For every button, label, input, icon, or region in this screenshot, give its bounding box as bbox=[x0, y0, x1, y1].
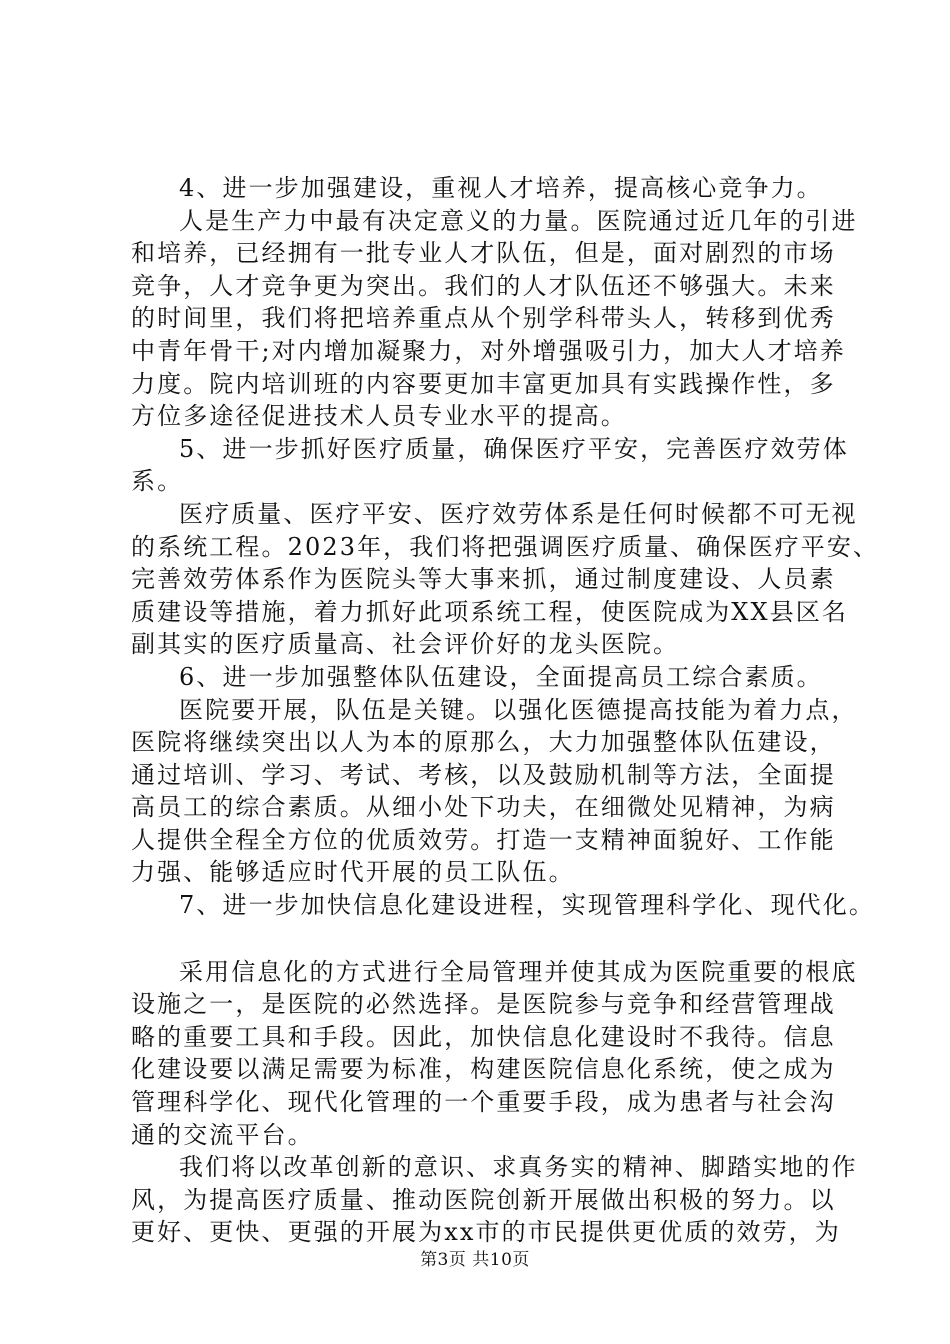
paragraph-line: 略的重要工具和手段。因此，加快信息化建设时不我待。信息 bbox=[131, 1022, 836, 1051]
paragraph-line: 通的交流平台。 bbox=[131, 1120, 314, 1149]
paragraph-line: 通过培训、学习、考试、考核，以及鼓励机制等方法，全面提 bbox=[131, 760, 836, 789]
paragraph-line: 的系统工程。2023年，我们将把强调医疗质量、确保医疗平安、 bbox=[131, 532, 880, 561]
paragraph-line: 的时间里，我们将把培养重点从个别学科带头人，转移到优秀 bbox=[131, 304, 836, 333]
paragraph-line: 方位多途径促进技术人员专业水平的提高。 bbox=[131, 402, 627, 431]
item-heading-5-cont: 系。 bbox=[131, 467, 184, 496]
paragraph-line: 高员工的综合素质。从细小处下功夫，在细微处见精神，为病 bbox=[131, 793, 836, 822]
paragraph-line: 力强、能够适应时代开展的员工队伍。 bbox=[131, 858, 575, 887]
paragraph-line: 质建设等措施，着力抓好此项系统工程，使医院成为XX县区名 bbox=[131, 597, 848, 626]
paragraph-line: 人是生产力中最有决定意义的力量。医院通过近几年的引进 bbox=[179, 206, 858, 235]
item-heading-4: 4、进一步加强建设，重视人才培养，提高核心竞争力。 bbox=[179, 174, 823, 202]
paragraph-line: 管理科学化、现代化管理的一个重要手段，成为患者与社会沟 bbox=[131, 1088, 836, 1117]
paragraph-line: 力度。院内培训班的内容要更加丰富更加具有实践操作性，多 bbox=[131, 369, 836, 398]
paragraph-line: 完善效劳体系作为医院头等大事来抓，通过制度建设、人员素 bbox=[131, 565, 836, 594]
paragraph-line: 副其实的医疗质量高、社会评价好的龙头医院。 bbox=[131, 630, 680, 659]
page-footer: 第3页 共10页 bbox=[420, 1250, 530, 1270]
paragraph-line: 化建设要以满足需要为标准，构建医院信息化系统，使之成为 bbox=[131, 1055, 836, 1084]
paragraph-line: 人提供全程全方位的优质效劳。打造一支精神面貌好、工作能 bbox=[131, 825, 836, 854]
paragraph-line: 设施之一，是医院的必然选择。是医院参与竞争和经营管理战 bbox=[131, 990, 836, 1019]
paragraph-line: 采用信息化的方式进行全局管理并使其成为医院重要的根底 bbox=[179, 957, 858, 986]
paragraph-line: 我们将以改革创新的意识、求真务实的精神、脚踏实地的作 bbox=[179, 1153, 858, 1182]
paragraph-line: 医疗质量、医疗平安、医疗效劳体系是任何时候都不可无视 bbox=[179, 499, 858, 528]
paragraph-line: 更好、更快、更强的开展为xx市的市民提供更优质的效劳，为 bbox=[131, 1218, 841, 1247]
document-body bbox=[131, 172, 880, 1249]
item-heading-5: 5、进一步抓好医疗质量，确保医疗平安，完善医疗效劳体 bbox=[179, 434, 849, 463]
item-heading-6: 6、进一步加强整体队伍建设，全面提高员工综合素质。 bbox=[179, 662, 823, 691]
paragraph-line: 和培养，已经拥有一批专业人才队伍，但是，面对剧烈的市场 bbox=[131, 239, 836, 268]
paragraph-line: 医院要开展，队伍是关键。以强化医德提高技能为着力点， bbox=[179, 695, 858, 724]
paragraph-line: 风，为提高医疗质量、推动医院创新开展做出积极的努力。以 bbox=[131, 1185, 836, 1214]
paragraph-gap bbox=[131, 922, 847, 956]
item-heading-7: 7、进一步加快信息化建设进程，实现管理科学化、现代化。 bbox=[179, 891, 875, 920]
paragraph-line: 医院将继续突出以人为本的原那么，大力加强整体队伍建设， bbox=[131, 728, 836, 757]
paragraph-line: 中青年骨干;对内增加凝聚力，对外增强吸引力，加大人才培养 bbox=[131, 336, 846, 365]
paragraph-line: 竞争，人才竞争更为突出。我们的人才队伍还不够强大。未来 bbox=[131, 271, 836, 300]
